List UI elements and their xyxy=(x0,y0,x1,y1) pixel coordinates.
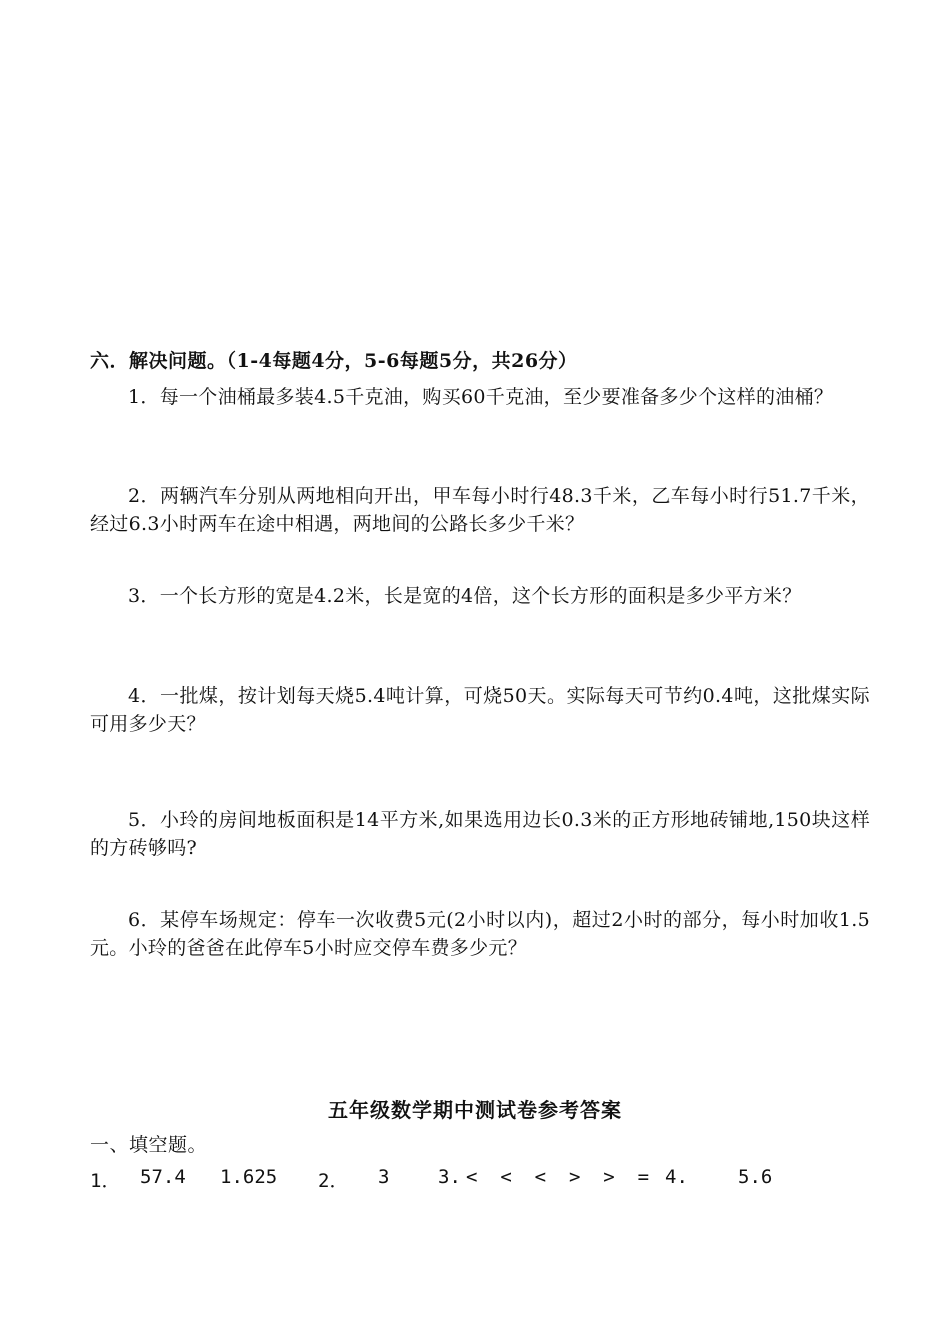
answer-key-title: 五年级数学期中测试卷参考答案 xyxy=(328,1098,622,1122)
problem-5: 5．小玲的房间地板面积是14平方米,如果选用边长0.3米的正方形地砖铺地,150块这样的方砖够吗? xyxy=(90,809,870,859)
answer-number-1: 1． xyxy=(90,1170,121,1192)
problem-6: 6．某停车场规定：停车一次收费5元(2小时以内)，超过2小时的部分，每小时加收1.5元。小玲的爸爸在此停车5小时应交停车费多少元？ xyxy=(90,909,870,959)
answer-value-2: 3 xyxy=(378,1166,390,1188)
answer-number-3: 3. xyxy=(438,1166,461,1188)
answer-value-1b: 1.625 xyxy=(220,1166,278,1188)
answer-value-4: 5.6 xyxy=(738,1166,773,1188)
answer-section-heading: 一、填空题。 xyxy=(90,1134,208,1156)
problem-2: 2．两辆汽车分别从两地相向开出，甲车每小时行48.3千米，乙车每小时行51.7千米，经过6.3小时两车在途中相遇，两地间的公路长多少千米？ xyxy=(90,485,870,535)
problem-3: 3．一个长方形的宽是4.2米，长是宽的4倍，这个长方形的面积是多少平方米？ xyxy=(128,585,802,607)
answer-value-1a: 57.4 xyxy=(140,1166,186,1188)
problem-4: 4．一批煤，按计划每天烧5.4吨计算，可烧50天。实际每天可节约0.4吨，这批煤实际可用多少天？ xyxy=(90,685,870,735)
section-heading: 六．解决问题。（1-4每题4分，5-6每题5分，共26分） xyxy=(90,350,578,372)
problem-1: 1．每一个油桶最多装4.5千克油，购买60千克油，至少要准备多少个这样的油桶？ xyxy=(128,386,834,408)
answer-value-3: < < < > > = xyxy=(466,1166,650,1188)
answer-number-2: 2． xyxy=(318,1170,349,1192)
answer-number-4: 4. xyxy=(665,1166,688,1188)
